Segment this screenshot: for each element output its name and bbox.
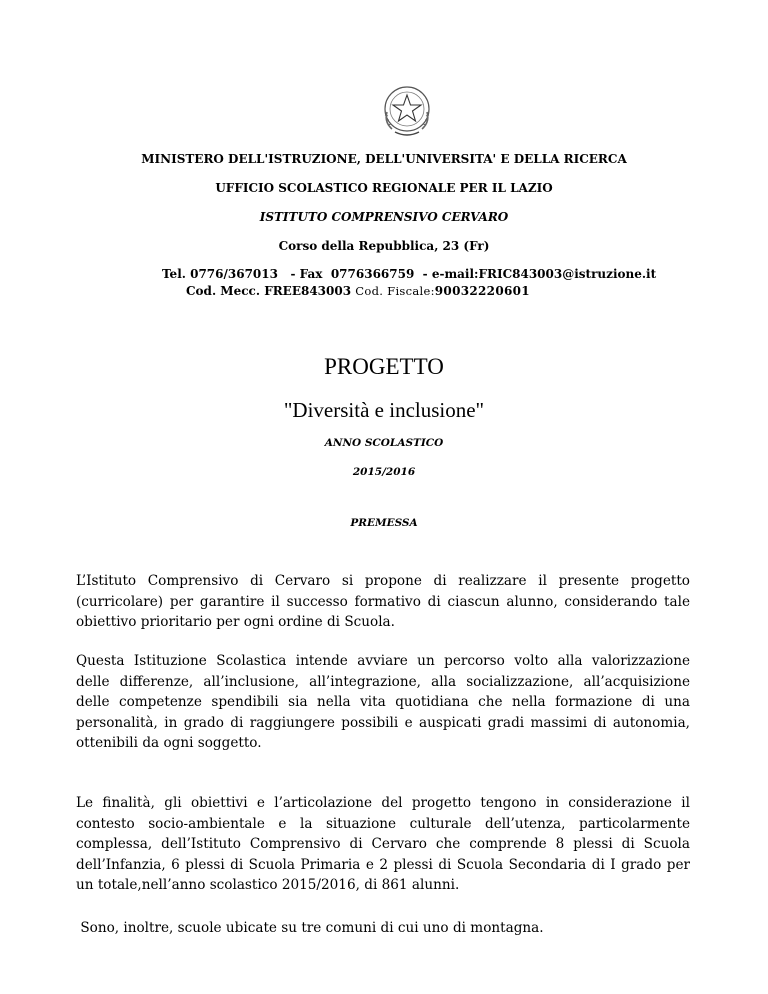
school-year-label: ANNO SCOLASTICO (324, 437, 444, 449)
section-heading-premessa: PREMESSA (350, 517, 418, 529)
contact-phone-fax-email: Tel. 0776/367013 - Fax 0776366759 - e-mail:FRIC843003@istruzione.it (162, 267, 657, 281)
paragraph-line: personalità, in grado di raggiungere possibili e auspicati gradi massimi di autonomia, (76, 714, 690, 731)
paragraph-line: dell’Infanzia, 6 plessi di Scuola Primaria e 2 plessi di Scuola Secondaria di I grado per (76, 856, 690, 873)
paragraph-line: delle competenze spendibili sia nella vita quotidiana che nella formazione di una (76, 694, 690, 710)
paragraph-line: delle differenze, all’inclusione, all’integrazione, alla socializzazione, all’acquisizione (76, 673, 690, 690)
paragraph-4 (76, 918, 690, 939)
paragraph-line: obiettivo prioritario per ogni ordine di Scuola. (76, 614, 395, 630)
paragraph-1 (76, 571, 690, 633)
regional-office-heading: UFFICIO SCOLASTICO REGIONALE PER IL LAZIO (215, 181, 553, 195)
paragraph-line: complessa, dell’Istituto Comprensivo di Cervaro che comprende 8 plessi di Scuola (76, 836, 690, 852)
paragraph-line: ottenibili da ogni soggetto. (76, 735, 262, 751)
codes-line (186, 284, 530, 298)
paragraph-line: Le finalità, gli obiettivi e l’articolazione del progetto tengono in considerazione il (76, 795, 690, 811)
contact-line (162, 267, 656, 281)
paragraph-line: Questa Istituzione Scolastica intende avviare un percorso volto alla valorizzazione (76, 653, 690, 669)
project-subtitle: "Diversità e inclusione" (283, 398, 485, 422)
paragraph-line: un totale,nell’anno scolastico 2015/2016, di 861 alunni. (76, 877, 460, 893)
paragraph-3 (76, 793, 690, 896)
institute-address: Corso della Repubblica, 23 (Fr) (278, 239, 490, 253)
mecc-code: Cod. Mecc. FREE843003 (186, 284, 352, 298)
ministry-heading: MINISTERO DELL'ISTRUZIONE, DELL'UNIVERSITA' E DELLA RICERCA (141, 152, 627, 166)
institute-name: ISTITUTO COMPRENSIVO CERVARO (259, 210, 509, 224)
document-title: PROGETTO (324, 354, 444, 379)
paragraph-line: Sono, inoltre, scuole ubicate su tre comuni di cui uno di montagna. (76, 920, 544, 936)
paragraph-2 (76, 651, 690, 754)
republic-emblem-icon (378, 82, 436, 140)
fiscal-code-label: Cod. Fiscale: (355, 284, 435, 298)
paragraph-line: contesto socio-ambientale e la situazione culturale dell’utenza, particolarmente (76, 815, 690, 832)
school-year-value: 2015/2016 (352, 466, 416, 478)
paragraph-line: (curricolare) per garantire il successo formativo di ciascun alunno, considerando tale (76, 593, 690, 610)
paragraph-line: L’Istituto Comprensivo di Cervaro si propone di realizzare il presente progetto (76, 573, 690, 589)
fiscal-code-value: 90032220601 (434, 284, 530, 298)
